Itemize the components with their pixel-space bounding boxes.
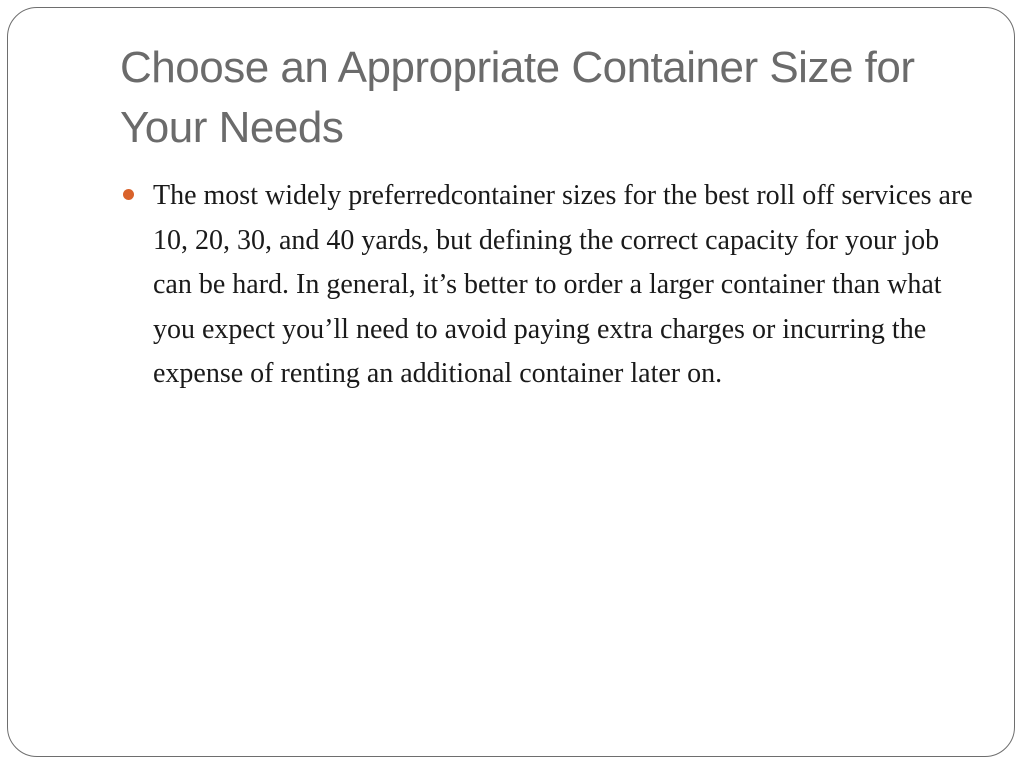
slide-title: Choose an Appropriate Container Size for Your Needs [120,43,915,152]
slide-frame [7,7,1015,757]
bullet-list [123,174,983,397]
bullet-dot-icon [123,189,134,200]
bullet-text: The most widely preferredcontainer sizes for the best roll off services are 10, 20, 30, and 40 yards, but defining the correct capacity for your job can be hard. In general, it’s better to order a larger container than what you expect you’ll need to avoid paying extra charges or incurring the expense of renting an additional container later on. [153,180,973,389]
list-item [123,174,983,397]
